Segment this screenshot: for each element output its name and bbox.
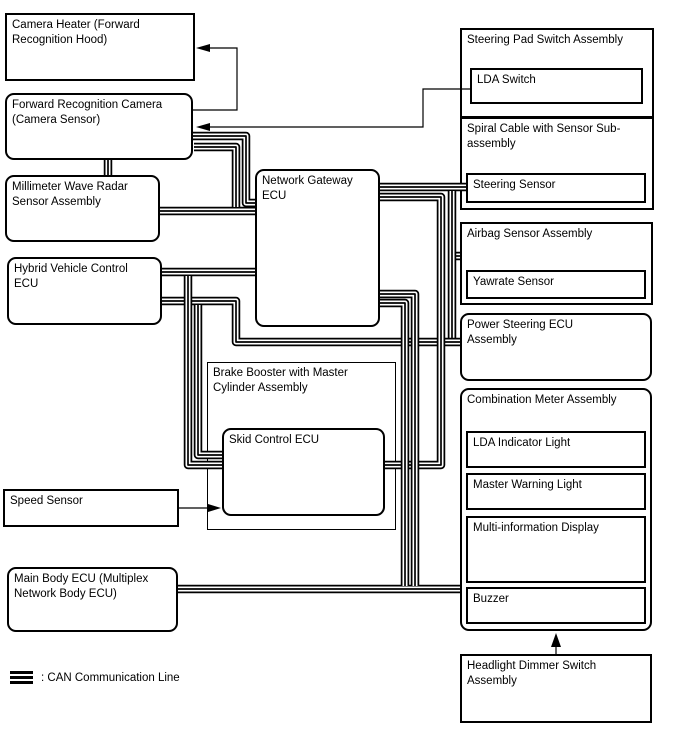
node-label: Speed Sensor	[10, 495, 83, 507]
node-multi-information-display	[466, 516, 646, 583]
arrowhead-up-icon	[551, 633, 561, 647]
can-line-icon	[10, 671, 33, 684]
node-label: Hybrid Vehicle Control ECU	[14, 263, 128, 290]
node-label: Master Warning Light	[473, 479, 582, 491]
node-label: Camera Heater (Forward Recognition Hood)	[12, 19, 140, 46]
arrowhead-left-icon	[196, 44, 210, 52]
node-label: LDA Indicator Light	[473, 437, 571, 449]
node-network-gateway-ecu	[255, 169, 380, 327]
node-buzzer	[466, 587, 646, 624]
legend	[10, 671, 180, 684]
node-power-steering-ecu	[460, 313, 652, 381]
node-label: Steering Sensor	[473, 179, 556, 191]
signal-line-headlight-to-combination-meter	[551, 633, 561, 654]
node-label: Headlight Dimmer Switch Assembly	[467, 660, 597, 687]
node-speed-sensor	[3, 489, 179, 527]
node-label: Airbag Sensor Assembly	[467, 228, 593, 240]
node-steering-sensor	[466, 173, 646, 203]
node-label: Power Steering ECU Assembly	[467, 319, 574, 346]
node-master-warning-light	[466, 473, 646, 510]
node-headlight-dimmer-switch	[460, 654, 652, 723]
node-camera-heater	[5, 13, 195, 81]
node-label: Skid Control ECU	[229, 434, 320, 446]
node-main-body-ecu	[7, 567, 178, 632]
legend-label: : CAN Communication Line	[41, 671, 180, 684]
node-label: Brake Booster with Master Cylinder Assembly	[213, 367, 348, 394]
node-millimeter-wave-radar	[5, 175, 160, 242]
node-label: Main Body ECU (Multiplex Network Body ECU)	[14, 573, 149, 600]
node-lda-indicator-light	[466, 431, 646, 468]
node-label: Millimeter Wave Radar Sensor Assembly	[12, 181, 128, 208]
node-label: LDA Switch	[477, 74, 536, 86]
node-label: Yawrate Sensor	[473, 276, 554, 288]
node-label: Forward Recognition Camera (Camera Sensor)	[12, 99, 163, 126]
signal-line-camera-to-heater	[193, 44, 237, 110]
node-label: Multi-information Display	[473, 522, 599, 534]
node-hybrid-vehicle-control-ecu	[7, 257, 162, 325]
node-label: Steering Pad Switch Assembly	[467, 34, 623, 46]
node-label: Network Gateway ECU	[262, 175, 353, 202]
node-yawrate-sensor	[466, 270, 646, 299]
arrowhead-left-icon	[196, 123, 210, 131]
node-forward-recognition-camera	[5, 93, 193, 160]
signal-line-lda-switch-to-camera	[196, 89, 470, 131]
node-label: Buzzer	[473, 593, 509, 605]
node-skid-control-ecu	[222, 428, 385, 516]
node-label: Combination Meter Assembly	[467, 394, 617, 406]
node-lda-switch	[470, 68, 643, 104]
node-label: Spiral Cable with Sensor Sub-assembly	[467, 123, 621, 150]
